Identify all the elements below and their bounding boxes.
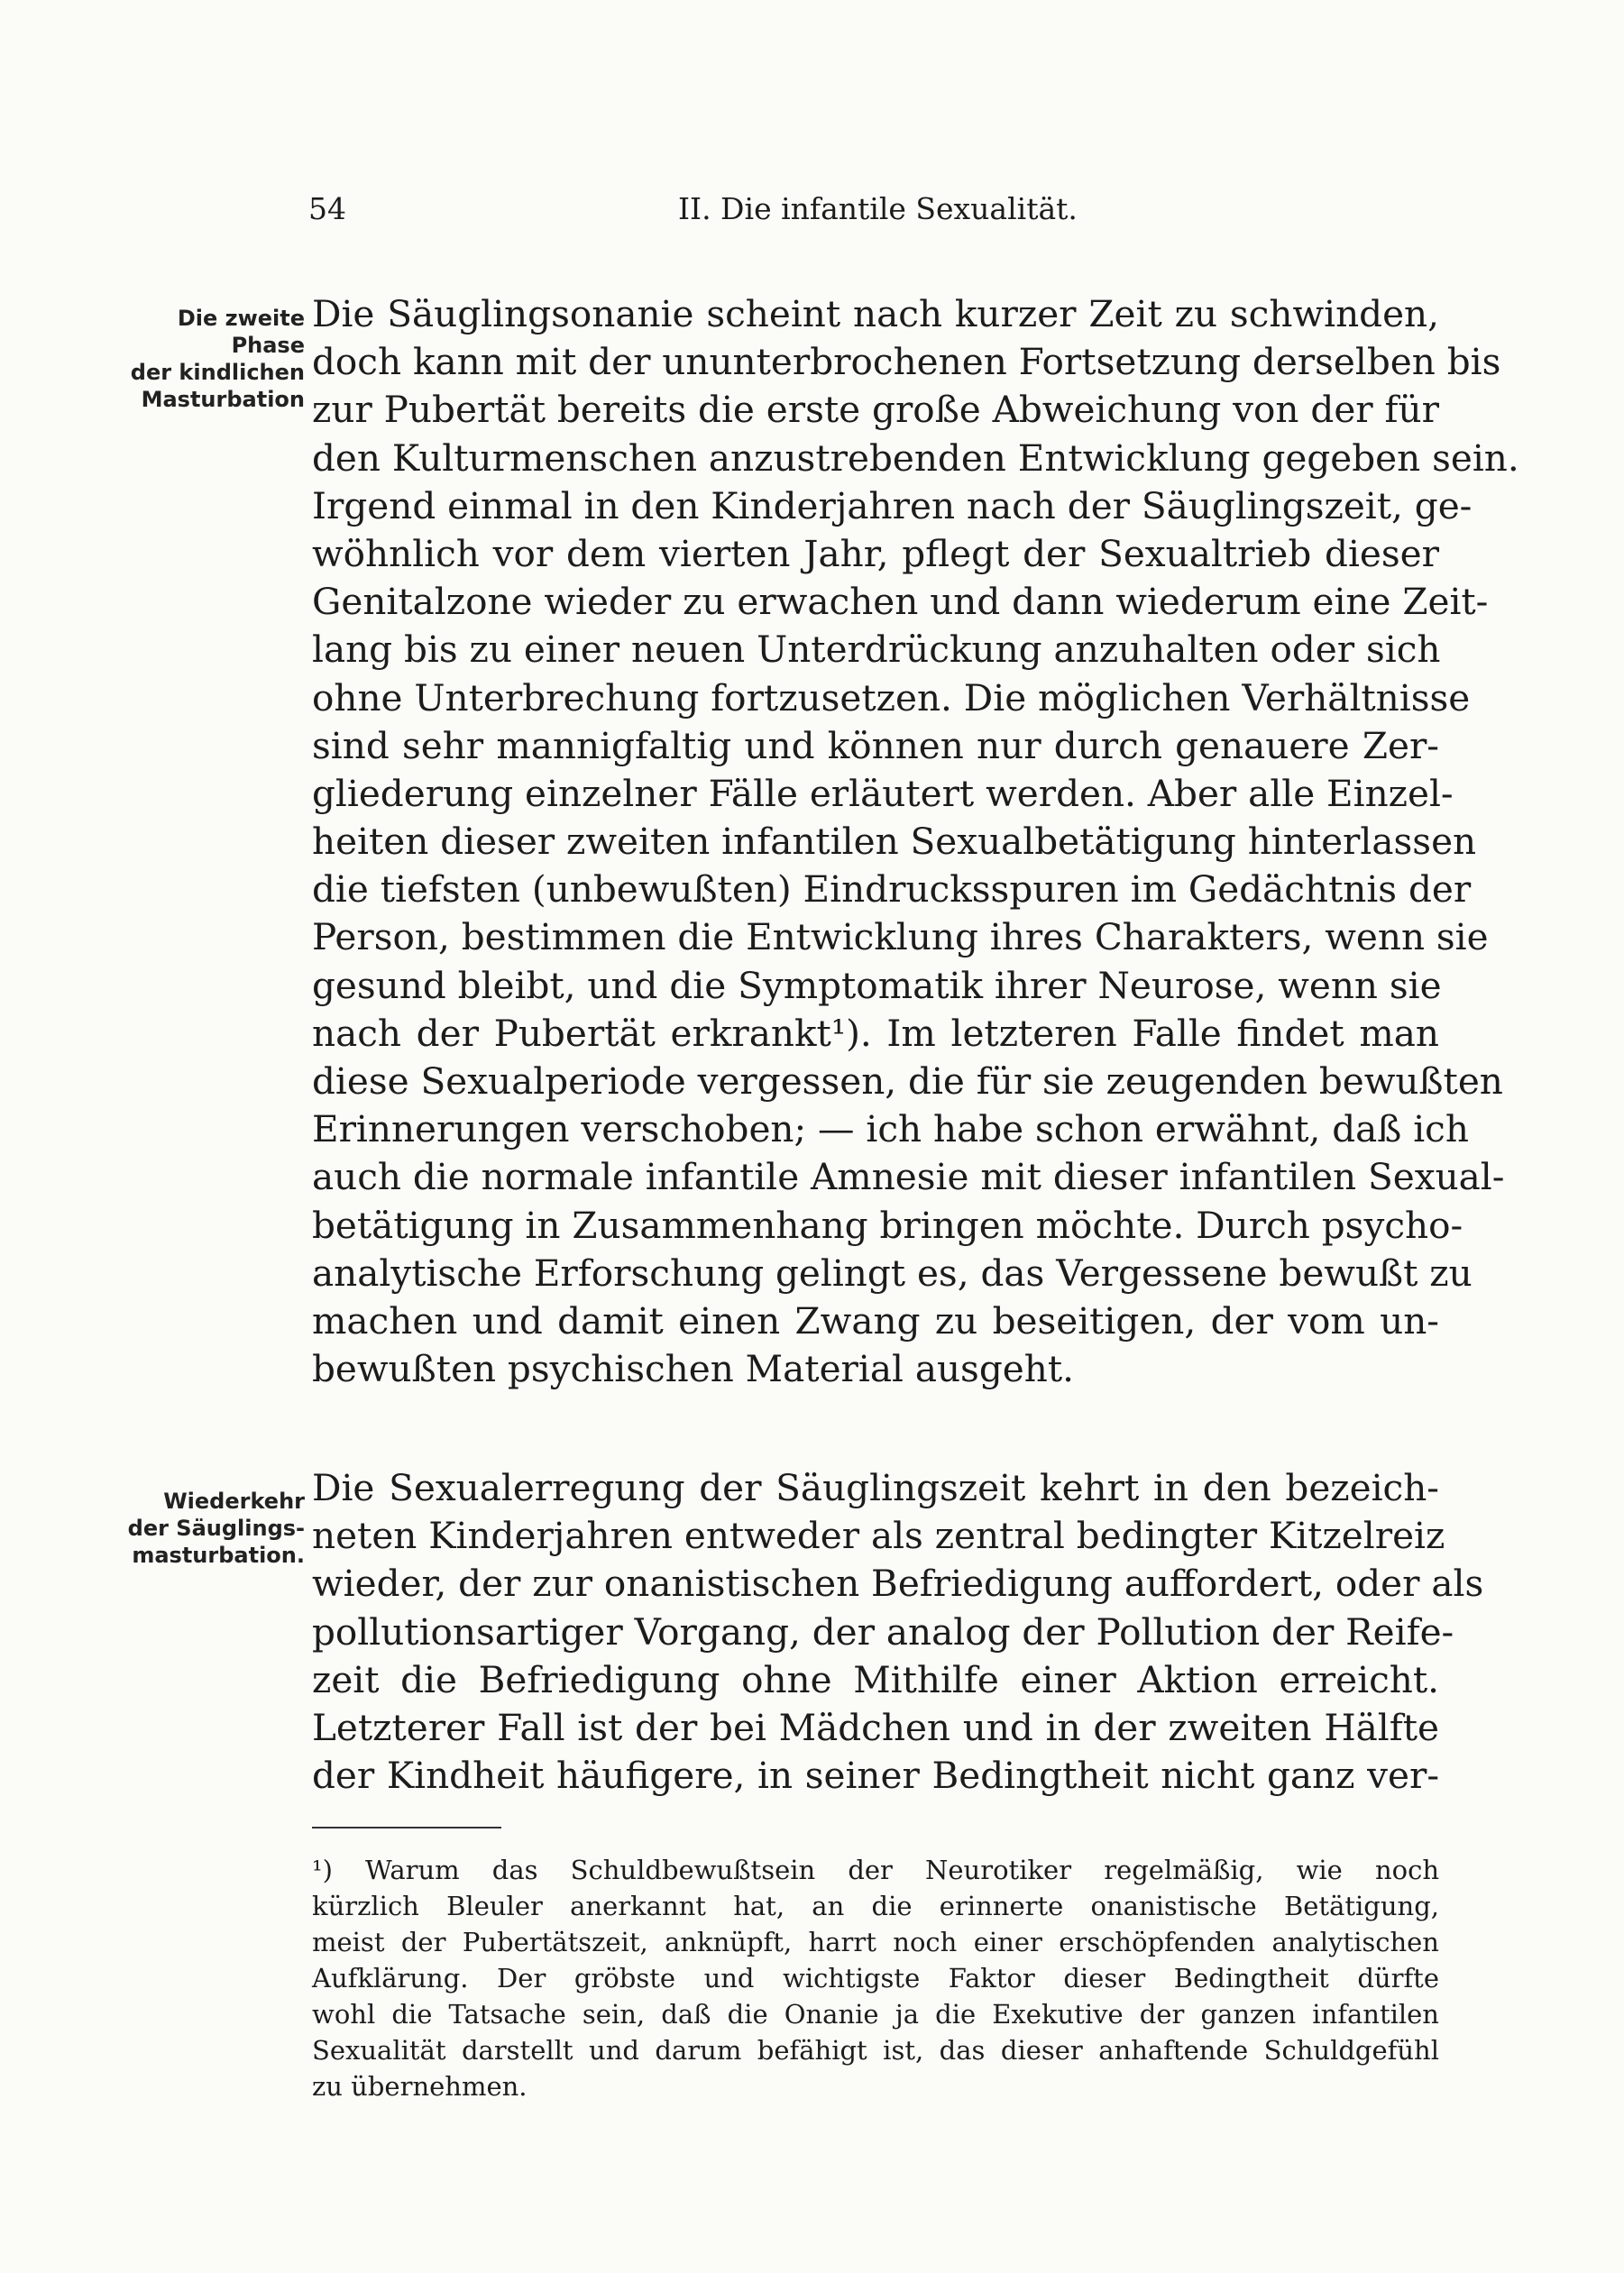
- text-line: auch die normale infantile Amnesie mit dieser infantilen Sexual-: [312, 1155, 1505, 1199]
- page-header: [308, 191, 1436, 236]
- footnote-line: Aufklärung. Der gröbste und wichtigste Faktor dieser Bedingtheit dürfte: [312, 1963, 1439, 1993]
- text-line: Person, bestimmen die Entwicklung ihres Charakters, wenn sie: [312, 915, 1489, 959]
- text-line: Die Säuglingsonanie scheint nach kurzer Zeit zu schwinden,: [312, 292, 1439, 335]
- text-line: nach der Pubertät erkrankt¹). Im letzteren Falle findet man: [312, 1011, 1439, 1055]
- text-line: ohne Unterbrechung fortzusetzen. Die möglichen Verhältnisse: [312, 675, 1471, 719]
- margin-note-line: Phase: [231, 333, 305, 358]
- footnote-line: zu übernehmen.: [312, 2071, 528, 2102]
- footnote: [312, 1852, 1439, 2104]
- paragraph-1: [312, 290, 1519, 1393]
- text-line: Genitalzone wieder zu erwachen und dann wiederum eine Zeit-: [312, 580, 1489, 624]
- text-line: doch kann mit der ununterbrochenen Fortsetzung derselben bis: [312, 340, 1501, 384]
- text-line: Letzterer Fall ist der bei Mädchen und in der zweiten Hälfte: [312, 1705, 1439, 1749]
- margin-note-line: Masturbation: [141, 387, 305, 412]
- page-number: 54: [308, 191, 346, 226]
- text-line: die tiefsten (unbewußten) Eindrucksspuren im Gedächtnis der: [312, 867, 1472, 912]
- margin-note-line: Wiederkehr: [163, 1489, 305, 1514]
- footnote-line: meist der Pubertätszeit, anknüpft, harrt noch einer erschöpfenden analytischen: [312, 1927, 1439, 1957]
- footnote-line: Sexualität darstellt und darum befähigt ist, das dieser anhaftende Schuldgefühl: [312, 2035, 1439, 2066]
- text-line: wöhnlich vor dem vierten Jahr, pflegt der Sexualtrieb dieser: [312, 531, 1439, 575]
- text-line: gliederung einzelner Fälle erläutert werden. Aber alle Einzel-: [312, 771, 1454, 815]
- text-line: betätigung in Zusammenhang bringen möchte. Durch psycho-: [312, 1203, 1463, 1247]
- margin-note-line: der Säuglings-: [127, 1516, 305, 1541]
- text-line: sind sehr mannigfaltig und können nur durch genauere Zer-: [312, 723, 1439, 767]
- paragraph-2: [312, 1464, 1484, 1800]
- text-line: Irgend einmal in den Kinderjahren nach der Säuglingszeit, ge-: [312, 483, 1473, 527]
- text-line: heiten dieser zweiten infantilen Sexualbetätigung hinterlassen: [312, 820, 1477, 864]
- text-line: lang bis zu einer neuen Unterdrückung anzuhalten oder sich: [312, 628, 1441, 672]
- margin-note-line: Die zweite: [177, 306, 305, 331]
- footnote-line: wohl die Tatsache sein, daß die Onanie ja die Exekutive der ganzen infantilen: [312, 1999, 1439, 2030]
- margin-note-line: masturbation.: [132, 1543, 305, 1568]
- margin-note-wiederkehr: [106, 1488, 305, 1569]
- margin-note-zweite-phase: [106, 305, 305, 413]
- margin-note-line: der kindlichen: [130, 360, 305, 385]
- text-line: neten Kinderjahren entweder als zentral bedingter Kitzelreiz: [312, 1514, 1445, 1558]
- text-line: diese Sexualperiode vergessen, die für sie zeugenden bewußten: [312, 1059, 1503, 1103]
- text-line: Erinnerungen verschoben; — ich habe schon erwähnt, daß ich: [312, 1107, 1469, 1151]
- text-line: Die Sexualerregung der Säuglingszeit kehrt in den bezeich-: [312, 1466, 1439, 1509]
- text-line: bewußten psychischen Material ausgeht.: [312, 1347, 1074, 1391]
- footnote-line: kürzlich Bleuler anerkannt hat, an die erinnerte onanistische Betätigung,: [312, 1891, 1439, 1921]
- running-title: II. Die infantile Sexualität.: [678, 191, 1078, 226]
- text-line: pollutionsartiger Vorgang, der analog der Pollution der Reife-: [312, 1609, 1454, 1654]
- text-line: analytische Erforschung gelingt es, das Vergessene bewußt zu: [312, 1251, 1473, 1295]
- text-line: der Kindheit häufigere, in seiner Bedingtheit nicht ganz ver-: [312, 1754, 1439, 1798]
- text-line: wieder, der zur onanistischen Befriedigung auffordert, oder als: [312, 1562, 1484, 1606]
- text-line: gesund bleibt, und die Symptomatik ihrer Neurose, wenn sie: [312, 963, 1442, 1007]
- text-line: zeit die Befriedigung ohne Mithilfe einer Aktion erreicht.: [312, 1657, 1439, 1701]
- footnote-line: ¹) Warum das Schuldbewußtsein der Neurotiker regelmäßig, wie noch: [312, 1855, 1439, 1885]
- text-line: machen und damit einen Zwang zu beseitigen, der vom un-: [312, 1298, 1439, 1343]
- text-line: zur Pubertät bereits die erste große Abweichung von der für: [312, 388, 1439, 432]
- footnote-divider: [312, 1827, 501, 1828]
- text-line: den Kulturmenschen anzustrebenden Entwicklung gegeben sein.: [312, 435, 1519, 480]
